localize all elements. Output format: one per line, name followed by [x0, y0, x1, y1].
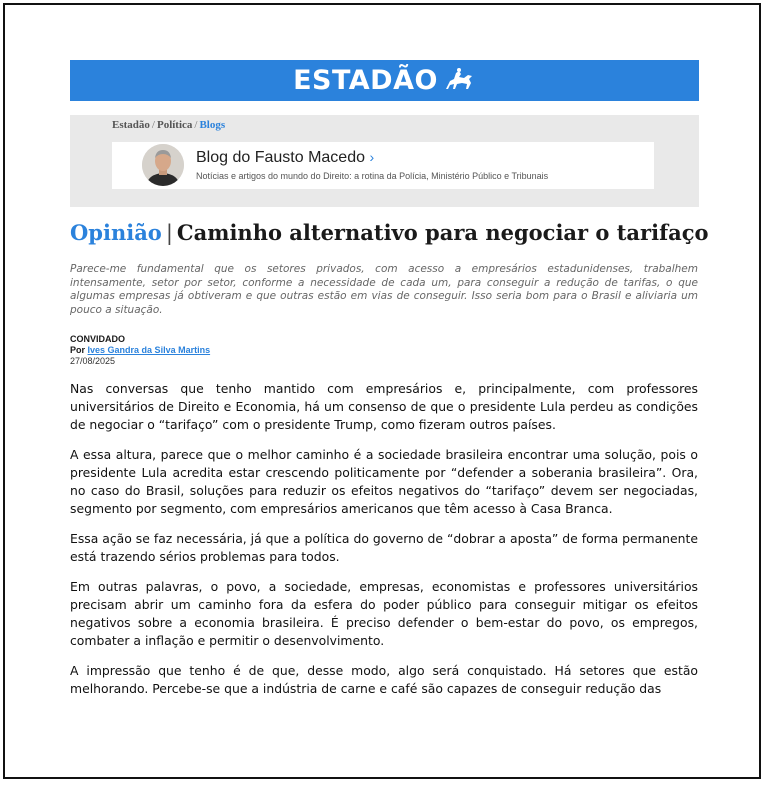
- publish-date: 27/08/2025: [70, 356, 116, 366]
- breadcrumb-separator: /: [194, 119, 198, 131]
- breadcrumb-estadao[interactable]: Estadão: [112, 119, 150, 131]
- article-paragraph: Essa ação se faz necessária, já que a política do governo de “dobrar a aposta” de forma permanente está trazendo sérios problemas para todos.: [70, 531, 698, 564]
- by-label: Por: [70, 345, 86, 355]
- article-paragraph: Em outras palavras, o povo, a sociedade, empresas, economistas e professores universitários precisam abrir um caminho fora da esfera do poder público para conseguir mitigar os efeitos negativos sobre a economia brasileira. É preciso defender o bem-estar do povo, os empregos, combater a inflação e permitir o desenvolvimento.: [70, 579, 698, 648]
- article-paragraph: A essa altura, parece que o melhor caminho é a sociedade brasileira encontrar uma solução, pois o presidente Lula acredita estar crescendo politicamente por “defender a soberania brasileira”. Ora, no caso do Brasil, soluções para reduzir os efeitos negativos do “tarifaço” devem ser negociadas, segmento por segmento, com empresários americanos que têm acesso à Casa Branca.: [70, 447, 698, 516]
- author-label: CONVIDADO: [70, 334, 126, 344]
- article-paragraph: Nas conversas que tenho mantido com empresários e, principalmente, com professores universitários de Direito e Economia, há um consenso de que o presidente Lula perdeu as condições de negociar o “tarifaço” com o presidente Trump, como fizeram outros países.: [70, 381, 698, 432]
- article-meta: [70, 334, 210, 367]
- site-header: [70, 60, 699, 101]
- avatar: [142, 144, 184, 186]
- headline-separator: |: [165, 221, 173, 245]
- breadcrumb-separator: /: [151, 119, 155, 131]
- blog-title[interactable]: [196, 149, 374, 167]
- article-lead: Parece-me fundamental que os setores privados, com acesso a empresários estadunidenses, trabalhem intensamente, setor por setor, conforme a necessidade de cada um, para conseguir a redução de tarifas, o que algumas empresas já obtiveram e que outras estão em vias de conseguir. Isso seria bom para o Brasil e aliviaria um pouco a situação.: [70, 263, 698, 316]
- breadcrumb-blogs[interactable]: Blogs: [199, 119, 226, 131]
- horse-rider-icon: [442, 67, 476, 95]
- blog-subtitle: Notícias e artigos do mundo do Direito: a rotina da Polícia, Ministério Público e Tribunais: [196, 171, 549, 181]
- article-body: [70, 380, 698, 710]
- author-link[interactable]: Ives Gandra da Silva Martins: [87, 345, 211, 355]
- article-category[interactable]: Opinião: [70, 220, 162, 245]
- blog-title-text: Blog do Fausto Macedo: [196, 149, 365, 166]
- logo-text: ESTADÃO: [293, 65, 438, 96]
- article-paragraph: A impressão que tenho é de que, desse modo, algo será conquistado. Há setores que estão melhorando. Percebe-se que a indústria de carne e café são capazes de conseguir redução das: [70, 663, 698, 696]
- article-headline: [70, 220, 710, 245]
- article-title: Caminho alternativo para negociar o tarifaço: [176, 220, 709, 245]
- blog-card[interactable]: [112, 142, 654, 189]
- breadcrumb: [112, 119, 225, 131]
- breadcrumb-politica[interactable]: Política: [156, 119, 193, 131]
- site-logo[interactable]: [293, 65, 476, 96]
- chevron-right-icon: ›: [369, 149, 375, 165]
- blog-section: [70, 115, 699, 207]
